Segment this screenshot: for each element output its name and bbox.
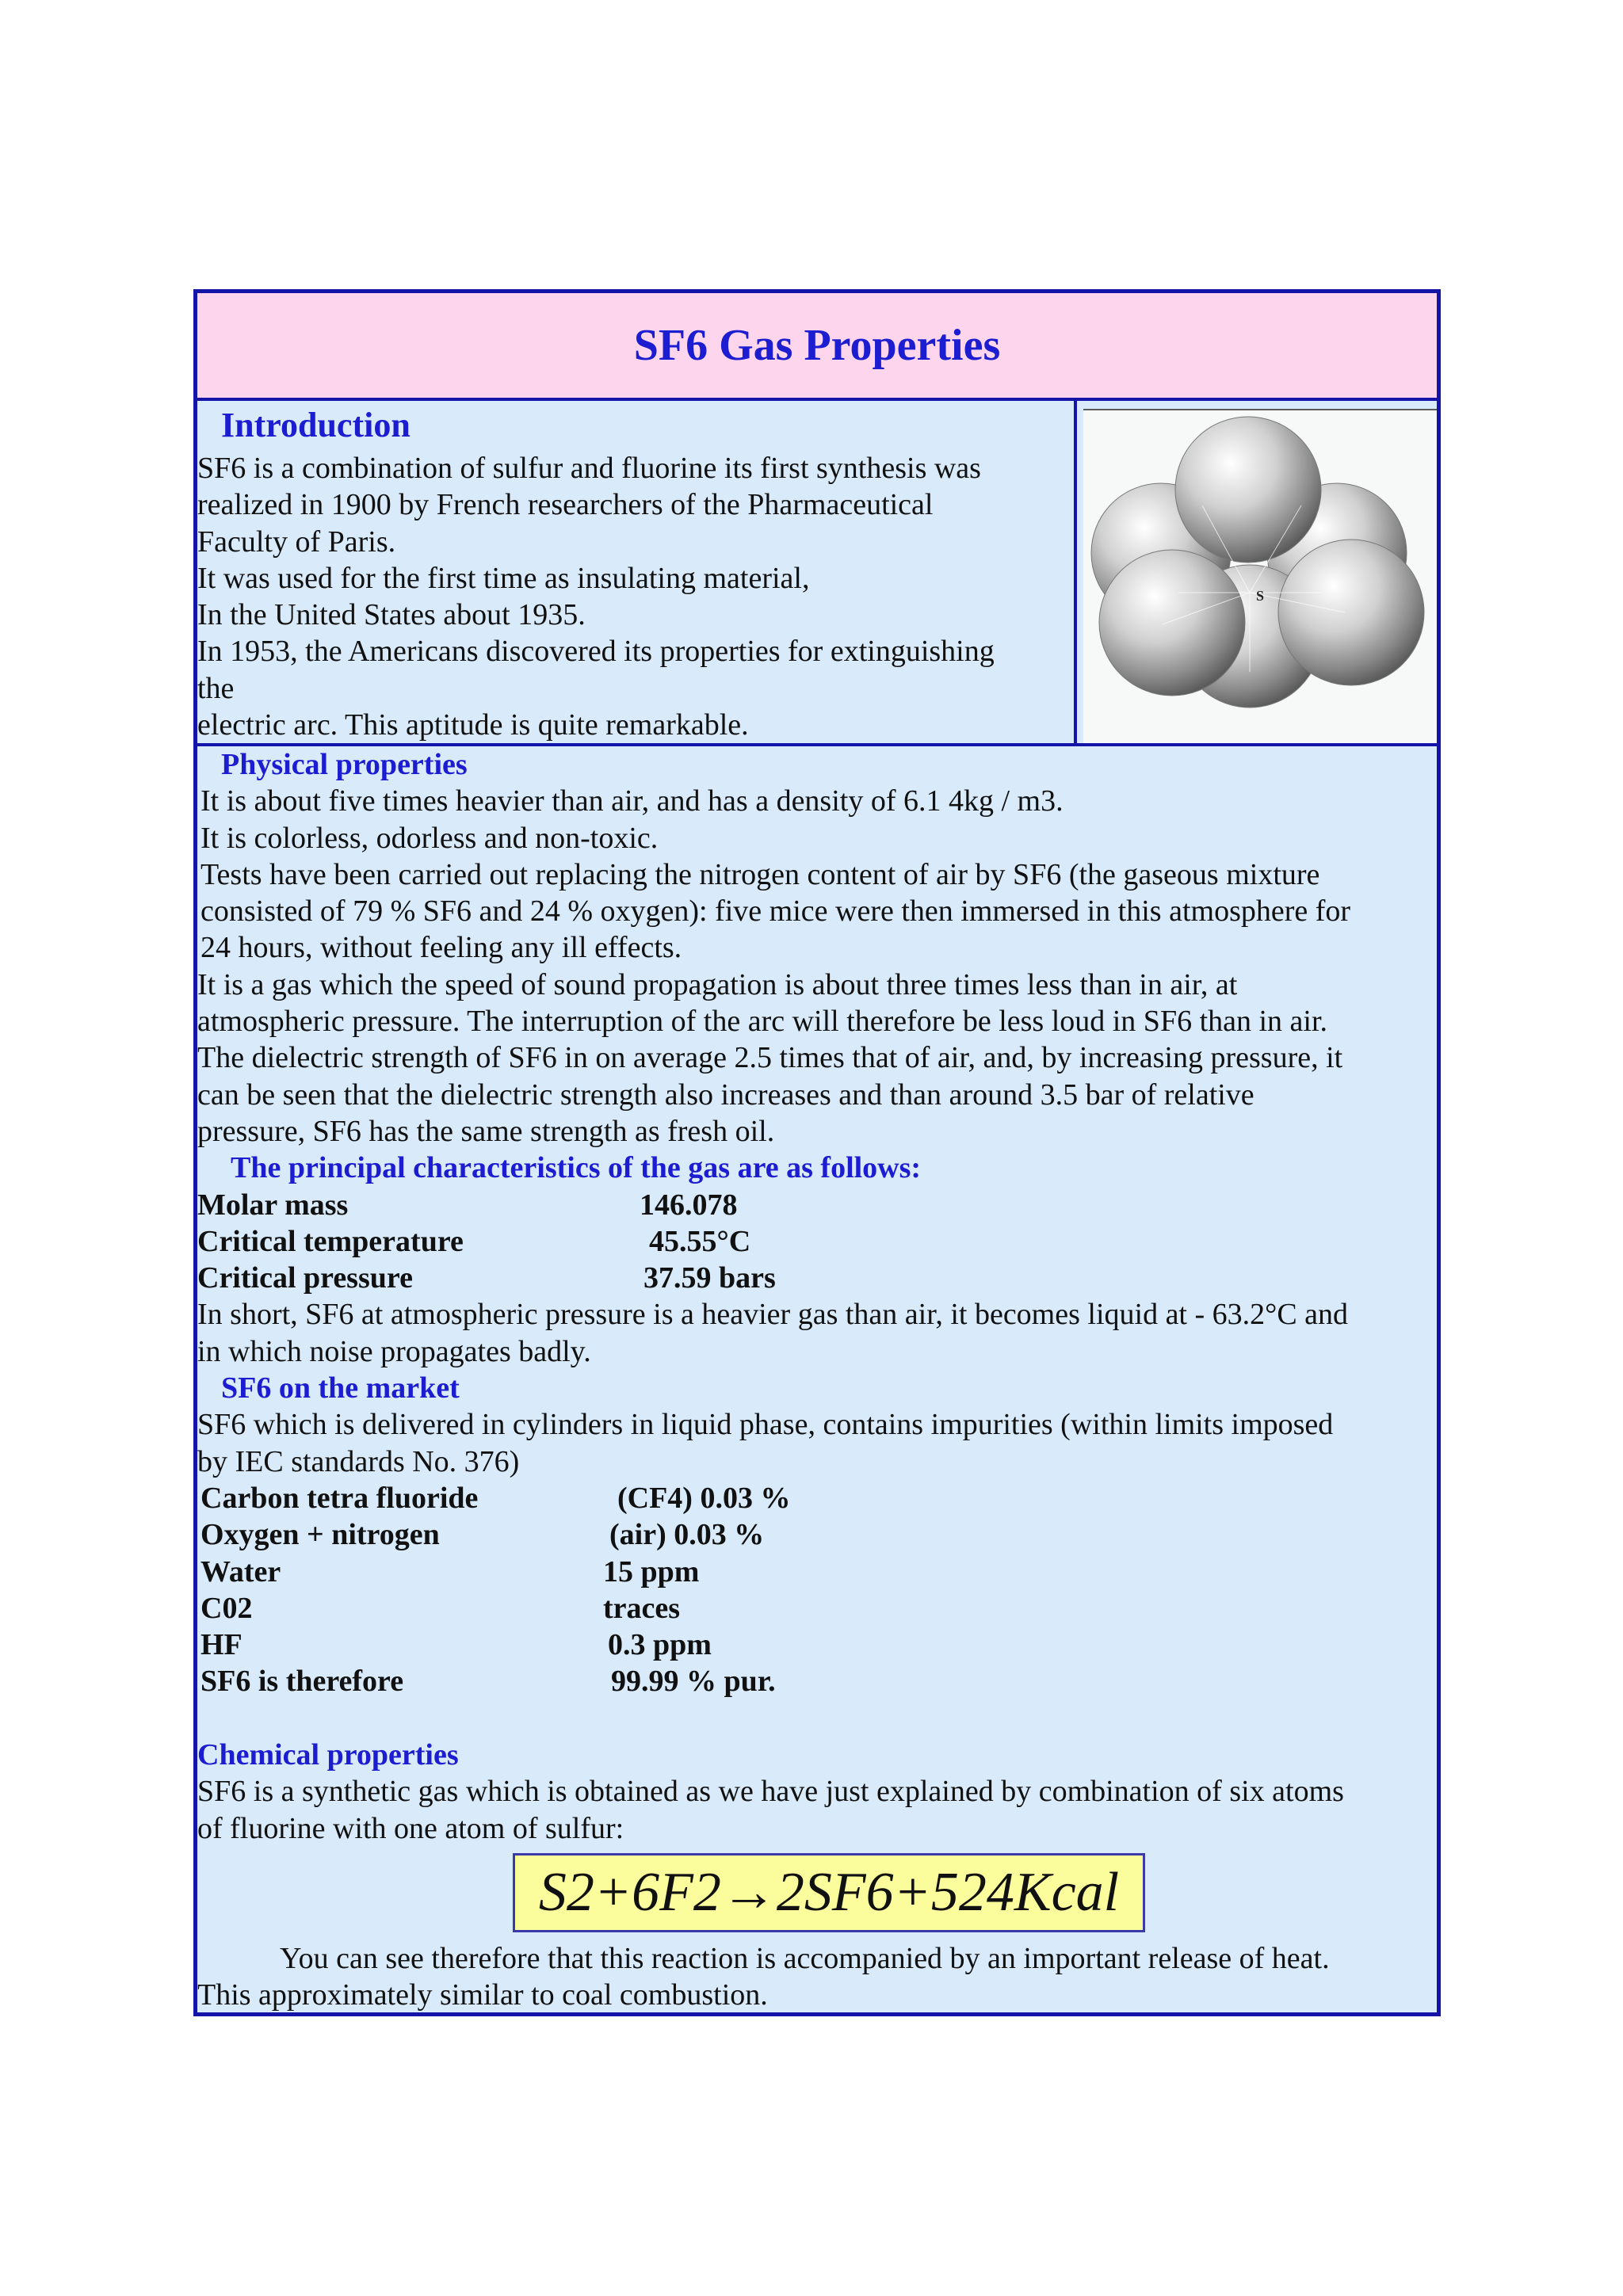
impurity-label: HF <box>200 1628 242 1662</box>
characteristic-value: 37.59 bars <box>643 1261 776 1295</box>
sf6-molecule-illustration <box>1083 410 1432 735</box>
equation-wrapper <box>197 1847 1437 1940</box>
impurity-label: C02 <box>200 1591 253 1625</box>
chemical-heading: Chemical properties <box>197 1738 459 1772</box>
characteristic-label: Critical pressure <box>197 1261 413 1295</box>
impurity-label: Oxygen + nitrogen <box>200 1518 440 1552</box>
market-heading: SF6 on the market <box>221 1371 460 1405</box>
summary-line: in which noise propagates badly. <box>197 1334 591 1368</box>
document-frame <box>193 289 1441 2016</box>
intro-line: SF6 is a combination of sulfur and fluorine its first synthesis was <box>197 452 981 485</box>
molecule-image-cell <box>1077 401 1437 743</box>
characteristic-label: Molar mass <box>197 1188 349 1222</box>
impurity-value: 99.99 % pur. <box>611 1665 776 1699</box>
intro-section <box>197 401 1437 746</box>
characteristics-heading: The principal characteristics of the gas are as follows: <box>231 1151 922 1185</box>
physical-line: atmospheric pressure. The interruption of the arc will therefore be less loud in SF6 than in air. <box>197 1005 1328 1039</box>
summary-line: In short, SF6 at atmospheric pressure is a heavier gas than air, it becomes liquid at - 63.2°C and <box>197 1298 1349 1332</box>
characteristic-row <box>197 1260 1437 1296</box>
physical-line: can be seen that the dielectric strength also increases and than around 3.5 bar of relative <box>197 1077 1254 1112</box>
impurity-value: (CF4) 0.03 % <box>617 1481 791 1515</box>
intro-line: realized in 1900 by French researchers of the Pharmaceutical <box>197 488 934 522</box>
intro-text-cell <box>197 401 1077 743</box>
intro-heading: Introduction <box>221 406 411 444</box>
physical-line: It is about five times heavier than air, and has a density of 6.1 4kg / m3. <box>200 784 1064 818</box>
characteristic-row <box>197 1223 1437 1260</box>
physical-heading: Physical properties <box>221 748 468 781</box>
intro-line: Faculty of Paris. <box>197 524 396 559</box>
intro-line: It was used for the first time as insulating material, <box>197 561 810 595</box>
page-title: SF6 Gas Properties <box>633 321 1001 370</box>
market-line: SF6 which is delivered in cylinders in liquid phase, contains impurities (within limits imposed <box>197 1408 1334 1442</box>
physical-line: Tests have been carried out replacing the nitrogen content of air by SF6 (the gaseous mixture <box>200 857 1320 891</box>
body-section <box>197 746 1437 2014</box>
intro-line: electric arc. This aptitude is quite remarkable. <box>197 708 749 742</box>
characteristic-label: Critical temperature <box>197 1224 464 1258</box>
impurity-label: Carbon tetra fluoride <box>200 1481 479 1515</box>
closing-line: This approximately similar to coal combustion. <box>197 1978 768 2012</box>
physical-line: 24 hours, without feeling any ill effects. <box>200 931 682 965</box>
physical-line: It is a gas which the speed of sound propagation is about three times less than in air, at <box>197 967 1238 1001</box>
intro-line: the <box>197 671 235 705</box>
chemical-line: SF6 is a synthetic gas which is obtained as we have just explained by combination of six atoms <box>197 1775 1344 1809</box>
impurity-row <box>197 1516 1437 1553</box>
impurity-value: 0.3 ppm <box>608 1628 712 1662</box>
characteristic-value: 45.55°C <box>649 1224 751 1258</box>
impurity-row <box>197 1554 1437 1590</box>
impurity-row <box>197 1480 1437 1516</box>
physical-line: It is colorless, odorless and non-toxic. <box>200 821 659 855</box>
molecule-image <box>1083 409 1437 743</box>
spacer <box>197 1700 1437 1737</box>
impurity-label: Water <box>200 1554 281 1589</box>
market-line: by IEC standards No. 376) <box>197 1444 520 1478</box>
impurity-row <box>197 1663 1437 1699</box>
impurity-row <box>197 1590 1437 1627</box>
physical-line: The dielectric strength of SF6 in on average 2.5 times that of air, and, by increasing pressure, it <box>197 1041 1343 1075</box>
chemical-line: of fluorine with one atom of sulfur: <box>197 1811 624 1845</box>
impurity-value: traces <box>603 1591 681 1625</box>
intro-line: In the United States about 1935. <box>197 598 586 632</box>
impurity-label: SF6 is therefore <box>200 1665 404 1699</box>
impurity-row <box>197 1627 1437 1663</box>
characteristic-row <box>197 1187 1437 1223</box>
physical-line: consisted of 79 % SF6 and 24 % oxygen): five mice were then immersed in this atmosphere for <box>200 894 1351 929</box>
closing-line: You can see therefore that this reaction is accompanied by an important release of heat. <box>280 1941 1330 1975</box>
impurity-value: (air) 0.03 % <box>609 1518 765 1552</box>
intro-line: In 1953, the Americans discovered its properties for extinguishing <box>197 635 995 669</box>
characteristic-value: 146.078 <box>640 1188 738 1222</box>
reaction-equation: S2+6F2→2SF6+524Kcal <box>513 1853 1145 1932</box>
title-bar <box>197 293 1437 401</box>
physical-line: pressure, SF6 has the same strength as fresh oil. <box>197 1114 775 1148</box>
impurity-value: 15 ppm <box>603 1554 700 1589</box>
sulfur-atom-label: S <box>1256 588 1265 604</box>
